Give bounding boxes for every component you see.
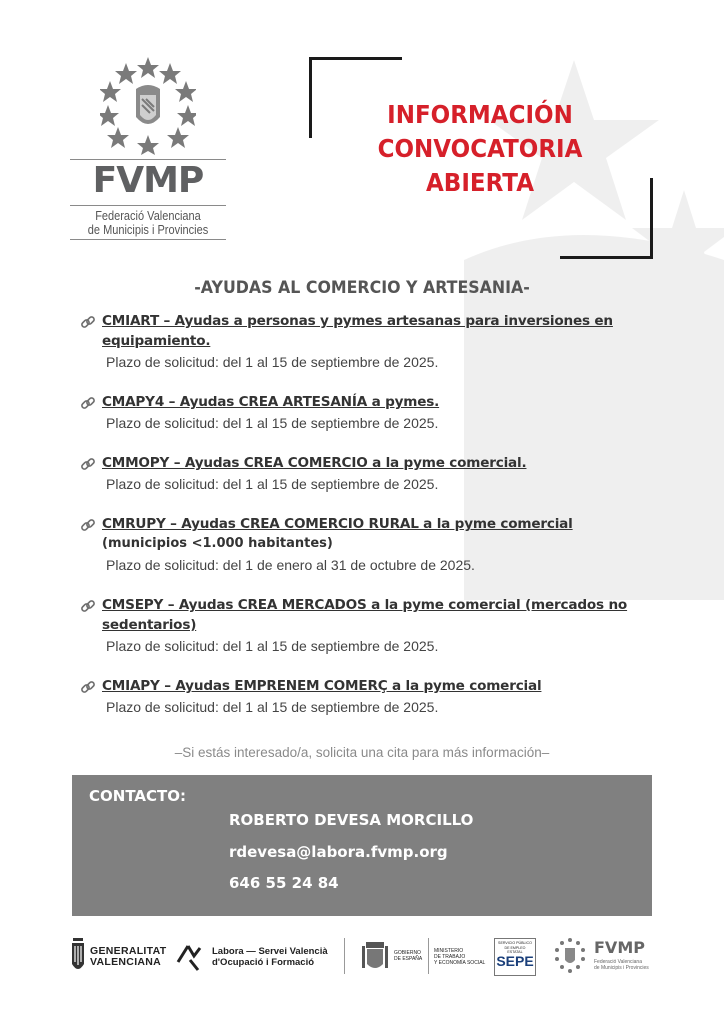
sepe-header-line2: DE EMPLEO ESTATAL [504, 945, 526, 954]
labora-line1: Labora — Servei Valencià [212, 946, 328, 957]
link-icon [80, 679, 96, 695]
grant-list [80, 311, 640, 737]
logo-acronym: FVMP [92, 160, 204, 201]
sepe-header-line1: SERVICIO PÚBLICO [498, 941, 532, 945]
link-icon [80, 517, 96, 533]
generalitat-line2: VALENCIANA [90, 956, 162, 968]
interest-note: –Si estás interesado/a, solicita una cita para más información– [174, 745, 550, 760]
section-title: -AYUDAS AL COMERCIO Y ARTESANIA- [194, 278, 530, 298]
grant-item-cmiapy [80, 676, 640, 718]
footer-separator [428, 938, 429, 974]
ministerio-text [434, 948, 485, 966]
fvmp-logo [70, 55, 228, 240]
fvmp-small-name-line1: Federació Valenciana [594, 959, 642, 965]
footer-logos [70, 934, 660, 980]
grant-item-cmsepy [80, 595, 640, 657]
grant-deadline: Plazo de solicitud: del 1 de enero al 31 de octubre de 2025. [106, 557, 475, 573]
fvmp-small-name [594, 959, 649, 971]
grant-title-link[interactable]: CMRUPY – Ayudas CREA COMERCIO RURAL a la pyme comercial [102, 516, 573, 532]
sepe-wordmark: SEPE [496, 953, 534, 969]
gobierno-line2: DE ESPAÑA [394, 956, 423, 962]
generalitat-text [90, 946, 166, 968]
fvmp-small-acronym: FVMP [594, 938, 645, 957]
labora-logo-icon [174, 934, 204, 980]
grant-title-link[interactable]: CMIAPY – Ayudas EMPRENEM COMERÇ a la pyme comercial [102, 678, 542, 694]
generalitat-line1: GENERALITAT [90, 945, 167, 957]
labora-line2: d'Ocupació i Formació [212, 957, 315, 968]
grant-title-link[interactable]: CMAPY4 – Ayudas CREA ARTESANÍA a pymes. [102, 394, 440, 410]
grant-deadline: Plazo de solicitud: del 1 al 15 de septiembre de 2025. [106, 415, 439, 431]
ministerio-line2: DE TRABAJO [434, 954, 466, 960]
stars-emblem-icon [100, 55, 196, 155]
ministerio-line1: MINISTERIO [434, 948, 464, 954]
link-icon [80, 314, 96, 330]
contact-box [72, 775, 652, 916]
page-title [342, 98, 618, 200]
contact-label: CONTACTO: [89, 787, 186, 805]
grant-item-cmapy4 [80, 392, 640, 434]
spain-coat-of-arms-icon [360, 934, 390, 980]
grant-title-link[interactable]: CMSEPY – Ayudas CREA MERCADOS a la pyme comercial (mercados no sedentarios) [102, 597, 628, 633]
link-icon [80, 395, 96, 411]
footer-separator [344, 938, 345, 974]
grant-item-cmmopy [80, 453, 640, 495]
grant-title-link[interactable]: CMIART – Ayudas a personas y pymes artesanas para inversiones en equipamiento. [102, 313, 613, 349]
grant-deadline: Plazo de solicitud: del 1 al 15 de septiembre de 2025. [106, 699, 439, 715]
title-line-1: INFORMACIÓN [387, 100, 573, 129]
ministerio-line3: Y ECONOMÍA SOCIAL [434, 960, 486, 966]
grant-deadline: Plazo de solicitud: del 1 al 15 de septiembre de 2025. [106, 638, 439, 654]
fvmp-small-emblem-icon [552, 934, 588, 980]
gobierno-line1: GOBIERNO [394, 950, 421, 956]
title-line-3: ABIERTA [426, 168, 534, 197]
logo-name-line1: Federació Valenciana [95, 209, 201, 223]
grant-item-cmiart [80, 311, 640, 373]
fvmp-small-name-line2: de Municipis i Provincies [594, 965, 649, 971]
generalitat-shield-icon [70, 934, 86, 980]
logo-base-rule [70, 239, 226, 240]
link-icon [80, 456, 96, 472]
logo-name [79, 209, 216, 237]
contact-name: ROBERTO DEVESA MORCILLO [229, 811, 474, 829]
labora-text [212, 946, 328, 968]
contact-email-link[interactable]: rdevesa@labora.fvmp.org [229, 843, 448, 861]
link-icon [80, 598, 96, 614]
grant-item-cmrupy [80, 514, 640, 576]
contact-phone[interactable]: 646 55 24 84 [229, 874, 339, 892]
gobierno-text [394, 950, 422, 962]
grant-title-link[interactable]: CMMOPY – Ayudas CREA COMERCIO a la pyme comercial. [102, 455, 527, 471]
title-line-2: CONVOCATORIA [377, 134, 583, 163]
logo-bottom-rule [70, 205, 226, 206]
grant-deadline: Plazo de solicitud: del 1 al 15 de septiembre de 2025. [106, 476, 439, 492]
logo-name-line2: de Municipis i Provincies [87, 223, 209, 237]
sepe-logo [494, 938, 536, 976]
grant-deadline: Plazo de solicitud: del 1 al 15 de septiembre de 2025. [106, 354, 439, 370]
grant-note: (municipios <1.000 habitantes) [102, 536, 333, 551]
